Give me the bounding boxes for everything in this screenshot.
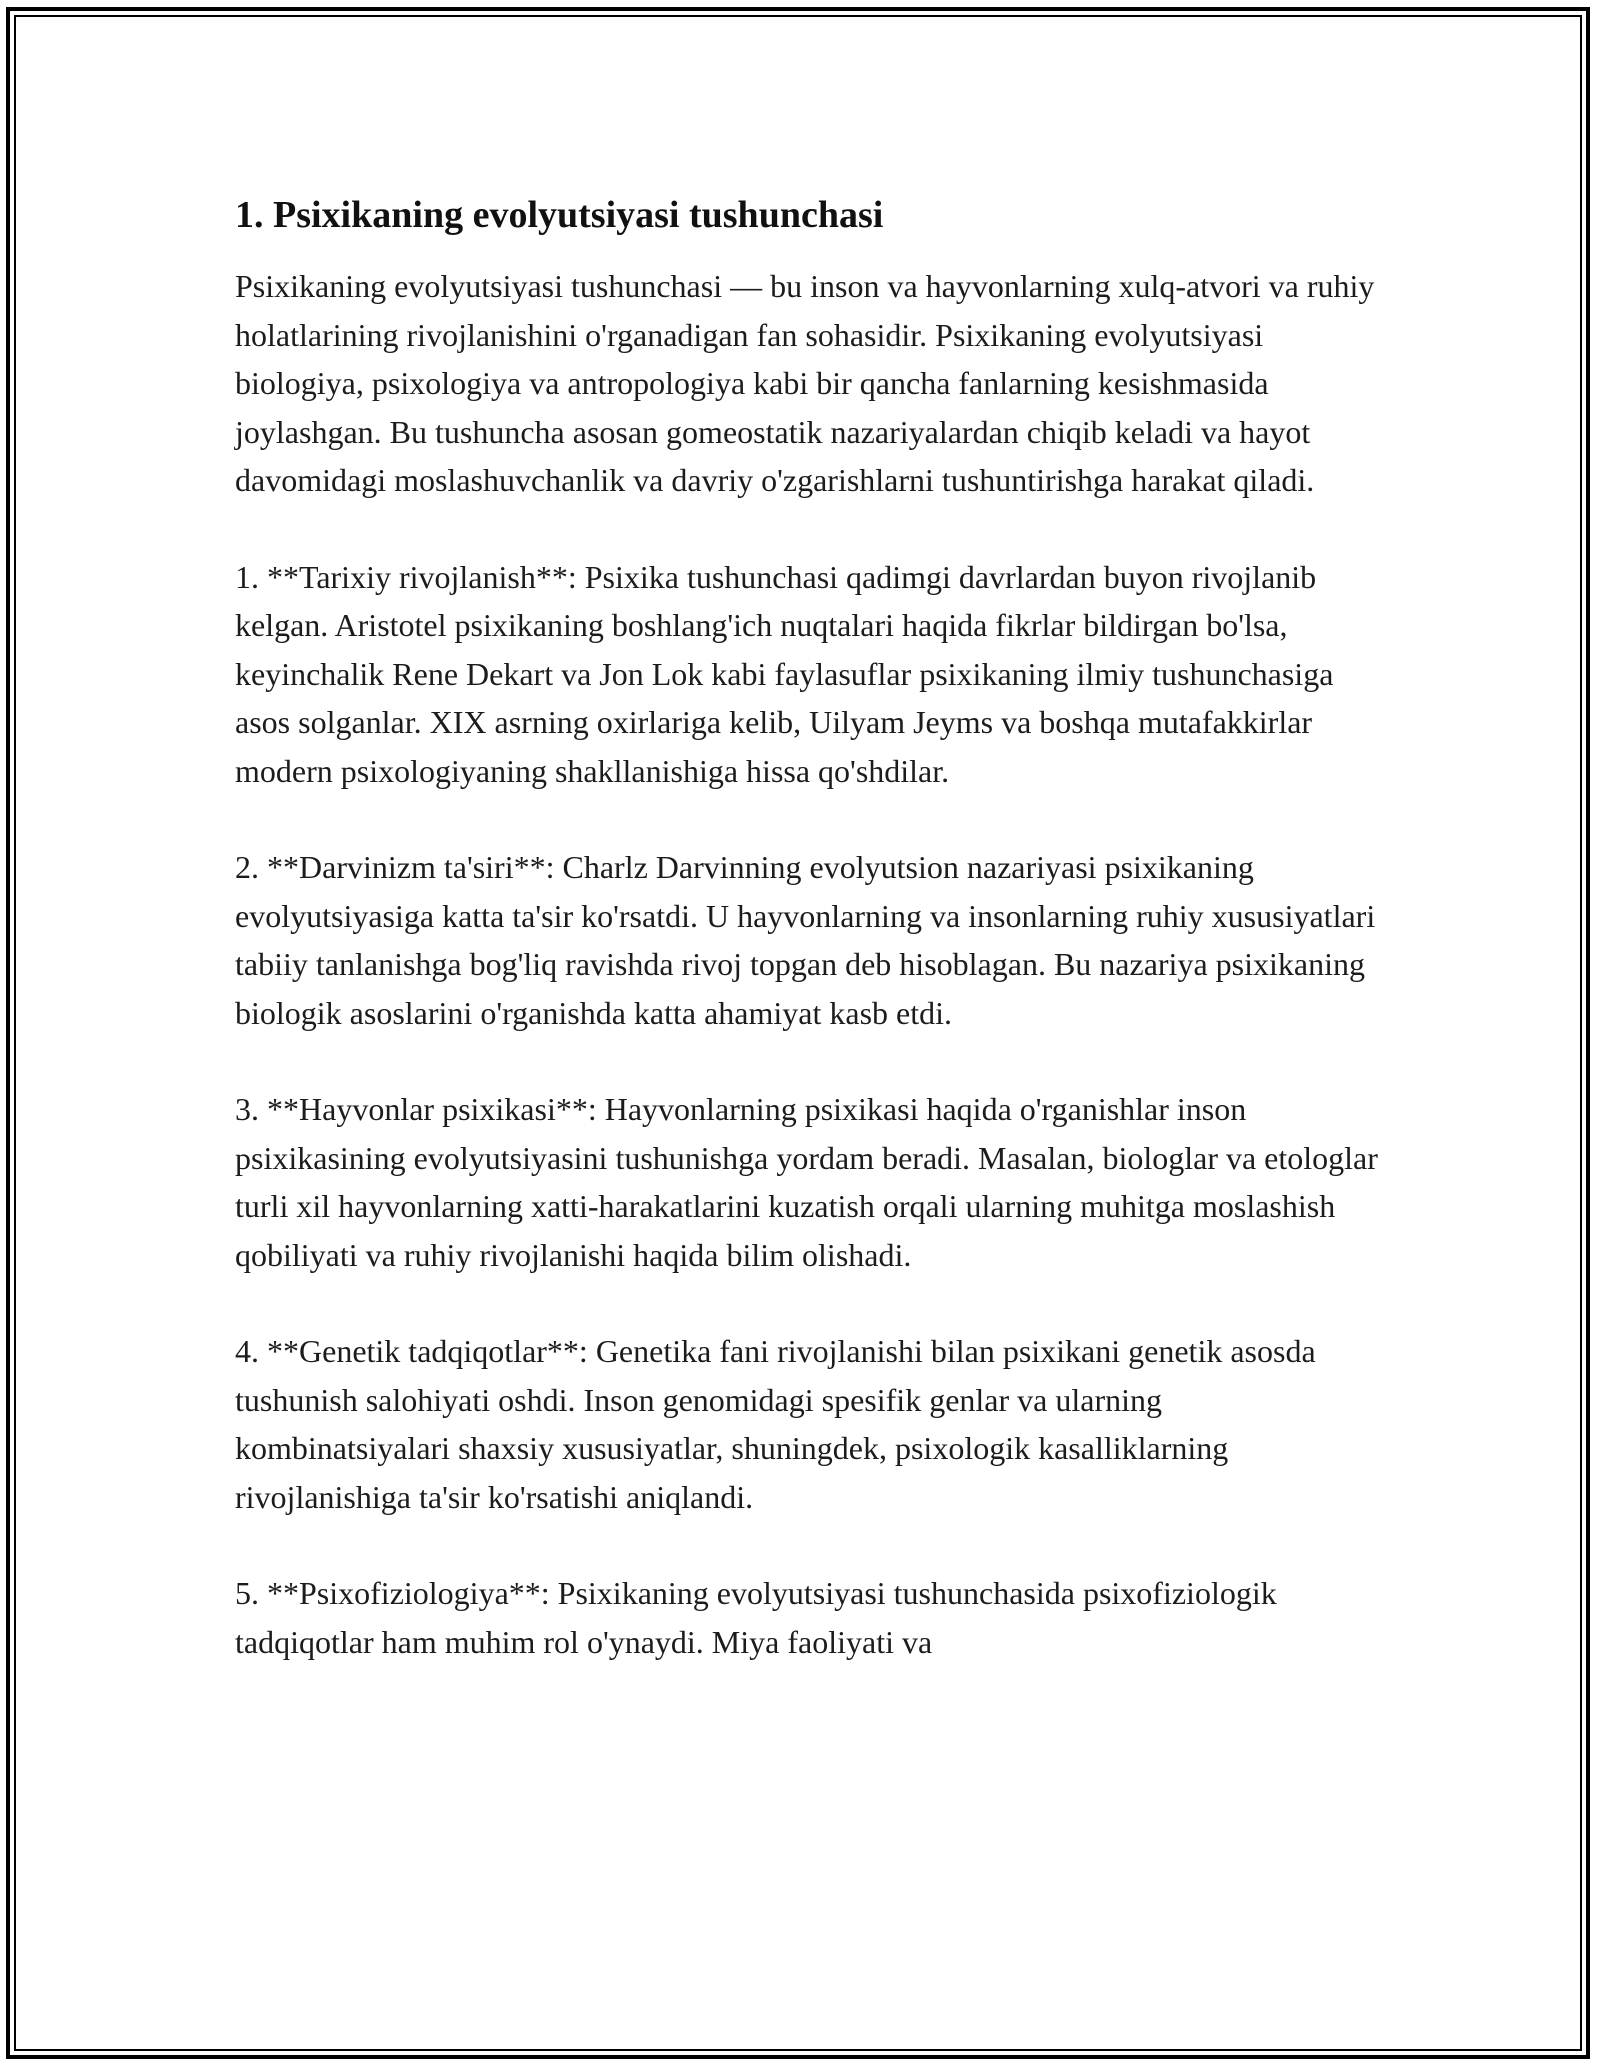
paragraph-psychophysiology: 5. **Psixofiziologiya**: Psixikaning evolyutsiyasi tushunchasida psixofiziologik tadqiqotlar ham muhim rol o'ynaydi. Miya faoliyati va	[235, 1575, 1277, 1660]
document-body	[235, 188, 1385, 1714]
paragraph-historical-development: 1. **Tarixiy rivojlanish**: Psixika tushunchasi qadimgi davrlardan buyon rivojlanib kelgan. Aristotel psixikaning boshlang'ich nuqtalari haqida fikrlar bildirgan bo'lsa, keyinchalik Rene Dekart va Jon Lok kabi faylasuflar psixikaning ilmiy tushunchasiga asos solganlar. XIX asrning oxirlariga kelib, Uilyam Jeyms va boshqa mutafakkirlar modern psixologiyaning shakllanishiga hissa qo'shdilar.	[235, 558, 1334, 789]
section-heading: 1. Psixikaning evolyutsiyasi tushunchasi	[235, 194, 884, 236]
paragraph-list	[235, 262, 1385, 1666]
paragraph-genetic-research: 4. **Genetik tadqiqotlar**: Genetika fani rivojlanishi bilan psixikani genetik asosda tushunish salohiyati oshdi. Inson genomidagi spesifik genlar va ularning kombinatsiyalari shaxsiy xususiyatlar, shuningdek, psixologik kasalliklarning rivojlanishiga ta'sir ko'rsatishi aniqlandi.	[235, 1333, 1316, 1515]
paragraph-intro: Psixikaning evolyutsiyasi tushunchasi — bu inson va hayvonlarning xulq-atvori va ruhiy holatlarining rivojlanishini o'rganadigan fan sohasidir. Psixikaning evolyutsiyasi biologiya, psixologiya va antropologiya kabi bir qancha fanlarning kesishmasida joylashgan. Bu tushuncha asosan gomeostatik nazariyalardan chiqib keladi va hayot davomidagi moslashuvchanlik va davriy o'zgarishlarni tushuntirishga harakat qiladi.	[235, 268, 1375, 498]
paragraph-darwinism-influence: 2. **Darvinizm ta'siri**: Charlz Darvinning evolyutsion nazariyasi psixikaning evolyutsiyasiga katta ta'sir ko'rsatdi. U hayvonlarning va insonlarning ruhiy xususiyatlari tabiiy tanlanishga bog'liq ravishda rivoj topgan deb hisoblagan. Bu nazariya psixikaning biologik asoslarini o'rganishda katta ahamiyat kasb etdi.	[235, 849, 1376, 1031]
paragraph-animal-psyche: 3. **Hayvonlar psixikasi**: Hayvonlarning psixikasi haqida o'rganishlar inson psixikasining evolyutsiyasini tushunishga yordam beradi. Masalan, biologlar va etologlar turli xil hayvonlarning xatti-harakatlarini kuzatish orqali ularning muhitga moslashish qobiliyati va ruhiy rivojlanishi haqida bilim olishadi.	[235, 1091, 1378, 1273]
